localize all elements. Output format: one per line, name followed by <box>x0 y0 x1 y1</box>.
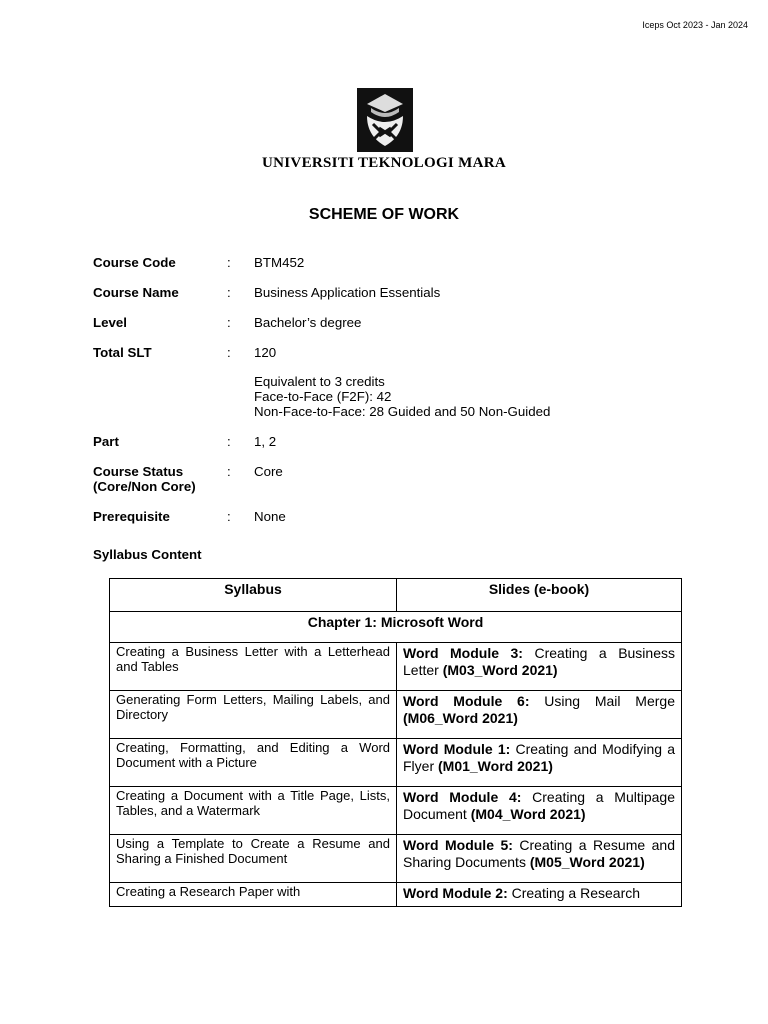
prereq-label: Prerequisite <box>93 509 170 524</box>
status-label <box>93 464 227 494</box>
level-row <box>93 315 713 330</box>
col-slides-header: Slides (e-book) <box>397 579 682 612</box>
uitm-crest-icon <box>357 88 413 152</box>
chapter-row <box>110 612 682 643</box>
table-row <box>110 883 682 907</box>
status-label-line1: Course Status <box>93 464 184 479</box>
colon: : <box>227 464 231 479</box>
course-code-row <box>93 255 713 270</box>
colon: : <box>227 315 231 330</box>
slides-cell: Word Module 1: Creating and Modifying a Flyer (M01_Word 2021) <box>397 739 682 787</box>
part-label: Part <box>93 434 119 449</box>
slides-cell: Word Module 6: Using Mail Merge (M06_Word 2021) <box>397 691 682 739</box>
slt-row <box>93 345 713 419</box>
course-info <box>93 255 713 539</box>
colon: : <box>227 509 231 524</box>
header-note: Iceps Oct 2023 - Jan 2024 <box>642 20 748 30</box>
slides-cell: Word Module 4: Creating a Multipage Document (M04_Word 2021) <box>397 787 682 835</box>
colon: : <box>227 434 231 449</box>
slides-cell: Word Module 3: Creating a Business Letter (M03_Word 2021) <box>397 643 682 691</box>
slt-value <box>254 345 713 419</box>
level-label: Level <box>93 315 128 330</box>
slt-label: Total SLT <box>93 345 152 360</box>
status-row <box>93 464 713 494</box>
syllabus-heading: Syllabus Content <box>93 547 202 562</box>
slt-f2f: Face-to-Face (F2F): 42 <box>254 389 392 404</box>
course-code-value: BTM452 <box>254 255 305 270</box>
col-syllabus-header: Syllabus <box>110 579 397 612</box>
slt-credits: Equivalent to 3 credits <box>254 374 385 389</box>
level-value: Bachelor’s degree <box>254 315 362 330</box>
course-code-label: Course Code <box>93 255 176 270</box>
syllabus-table <box>109 578 682 907</box>
course-name-label: Course Name <box>93 285 179 300</box>
part-value: 1, 2 <box>254 434 277 449</box>
table-row <box>110 643 682 691</box>
course-name-value: Business Application Essentials <box>254 285 441 300</box>
part-row <box>93 434 713 449</box>
table-header-row <box>110 579 682 612</box>
slides-cell: Word Module 5: Creating a Resume and Sharing Documents (M05_Word 2021) <box>397 835 682 883</box>
prereq-row <box>93 509 713 524</box>
course-name-row <box>93 285 713 300</box>
status-label-line2: (Core/Non Core) <box>93 479 196 494</box>
colon: : <box>227 255 231 270</box>
table-row <box>110 787 682 835</box>
table-row <box>110 691 682 739</box>
topic-cell: Creating, Formatting, and Editing a Word Document with a Picture <box>110 739 397 787</box>
slt-total: 120 <box>254 345 277 360</box>
slt-nf2f: Non-Face-to-Face: 28 Guided and 50 Non-Guided <box>254 404 551 419</box>
status-value: Core <box>254 464 283 479</box>
topic-cell: Creating a Document with a Title Page, Lists, Tables, and a Watermark <box>110 787 397 835</box>
topic-cell: Creating a Business Letter with a Letterhead and Tables <box>110 643 397 691</box>
colon: : <box>227 285 231 300</box>
prereq-value: None <box>254 509 286 524</box>
page-title: SCHEME OF WORK <box>308 206 460 223</box>
chapter-title: Chapter 1: Microsoft Word <box>110 612 682 643</box>
topic-cell: Using a Template to Create a Resume and Sharing a Finished Document <box>110 835 397 883</box>
table-row <box>110 835 682 883</box>
topic-cell: Creating a Research Paper with <box>110 883 397 907</box>
colon: : <box>227 345 231 360</box>
university-name: UNIVERSITI TEKNOLOGI MARA <box>262 155 506 171</box>
slides-cell: Word Module 2: Creating a Research <box>397 883 682 907</box>
topic-cell: Generating Form Letters, Mailing Labels, and Directory <box>110 691 397 739</box>
table-row <box>110 739 682 787</box>
